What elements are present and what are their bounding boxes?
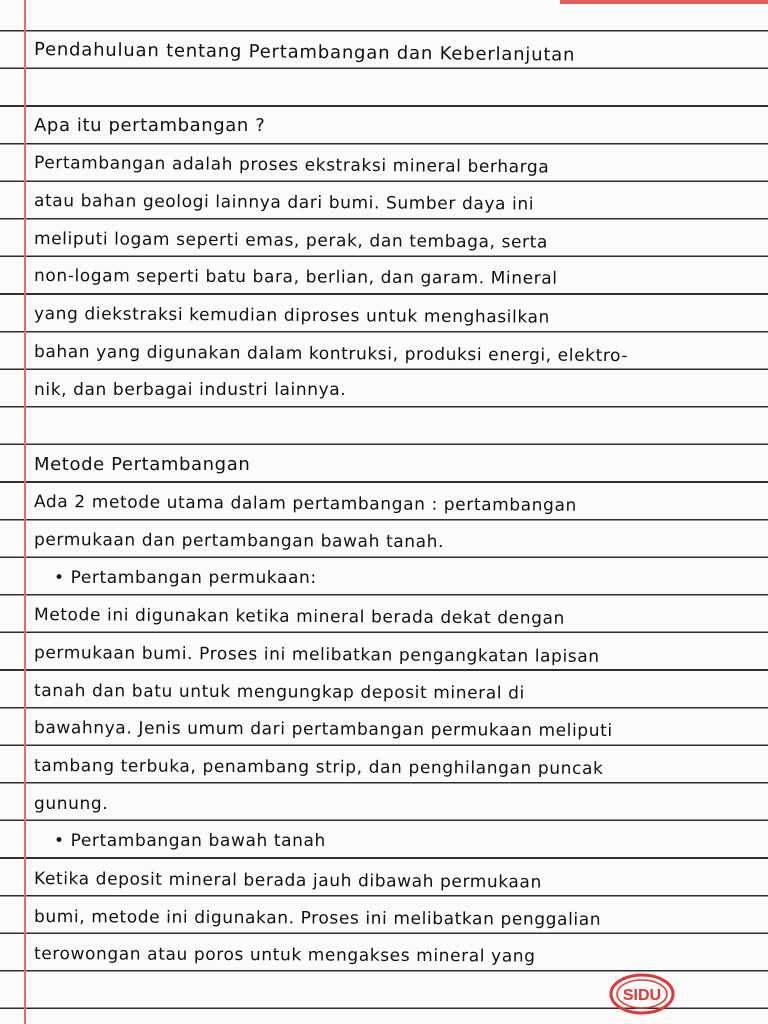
- section-heading-mining-methods: Metode Pertambangan: [34, 454, 251, 475]
- paragraph-line: nik, dan berbagai industri lainnya.: [34, 380, 347, 400]
- bullet-surface-mining: • Pertambangan permukaan:: [54, 568, 317, 588]
- paragraph-line: permukaan dan pertambangan bawah tanah.: [33, 530, 445, 553]
- paragraph-line: bahan yang digunakan dalam kontruksi, produksi energi, elektro-: [33, 342, 629, 367]
- paragraph-line: gunung.: [34, 794, 109, 814]
- bullet-underground-mining: • Pertambangan bawah tanah: [54, 831, 326, 851]
- top-red-edge: [560, 0, 768, 4]
- section-heading-what-is-mining: Apa itu pertambangan ?: [34, 115, 266, 136]
- paragraph-line: Pertambangan adalah proses ekstraksi mineral berharga: [33, 153, 550, 178]
- paragraph-line: Ada 2 metode utama dalam pertambangan : pertambangan: [33, 492, 577, 516]
- margin-line: [24, 0, 26, 1024]
- paragraph-line: atau bahan geologi lainnya dari bumi. Sumber daya ini: [33, 191, 535, 215]
- paragraph-line: non-logam seperti batu bara, berlian, dan garam. Mineral: [33, 266, 558, 289]
- paragraph-line: bawahnya. Jenis umum dari pertambangan permukaan meliputi: [33, 718, 613, 742]
- paragraph-line: Ketika deposit mineral berada jauh dibawah permukaan: [33, 869, 542, 893]
- paragraph-line: Metode ini digunakan ketika mineral berada dekat dengan: [33, 605, 566, 629]
- page-title: Pendahuluan tentang Pertambangan dan Keberlanjutan: [33, 39, 576, 66]
- stamp-text: SIDU: [622, 987, 662, 1004]
- sidu-logo-stamp: [608, 972, 676, 1016]
- paragraph-line: terowongan atau poros untuk mengakses mineral yang: [33, 944, 536, 967]
- paragraph-line: meliputi logam seperti emas, perak, dan tembaga, serta: [33, 229, 549, 253]
- paragraph-line: tanah dan batu untuk mengungkap deposit mineral di: [33, 681, 525, 704]
- paragraph-line: permukaan bumi. Proses ini melibatkan pengangkatan lapisan: [33, 643, 600, 667]
- paragraph-line: bumi, metode ini digunakan. Proses ini melibatkan penggalian: [33, 907, 602, 930]
- paragraph-line: yang diekstraksi kemudian diproses untuk menghasilkan: [33, 304, 550, 328]
- paragraph-line: tambang terbuka, penambang strip, dan penghilangan puncak: [33, 756, 604, 779]
